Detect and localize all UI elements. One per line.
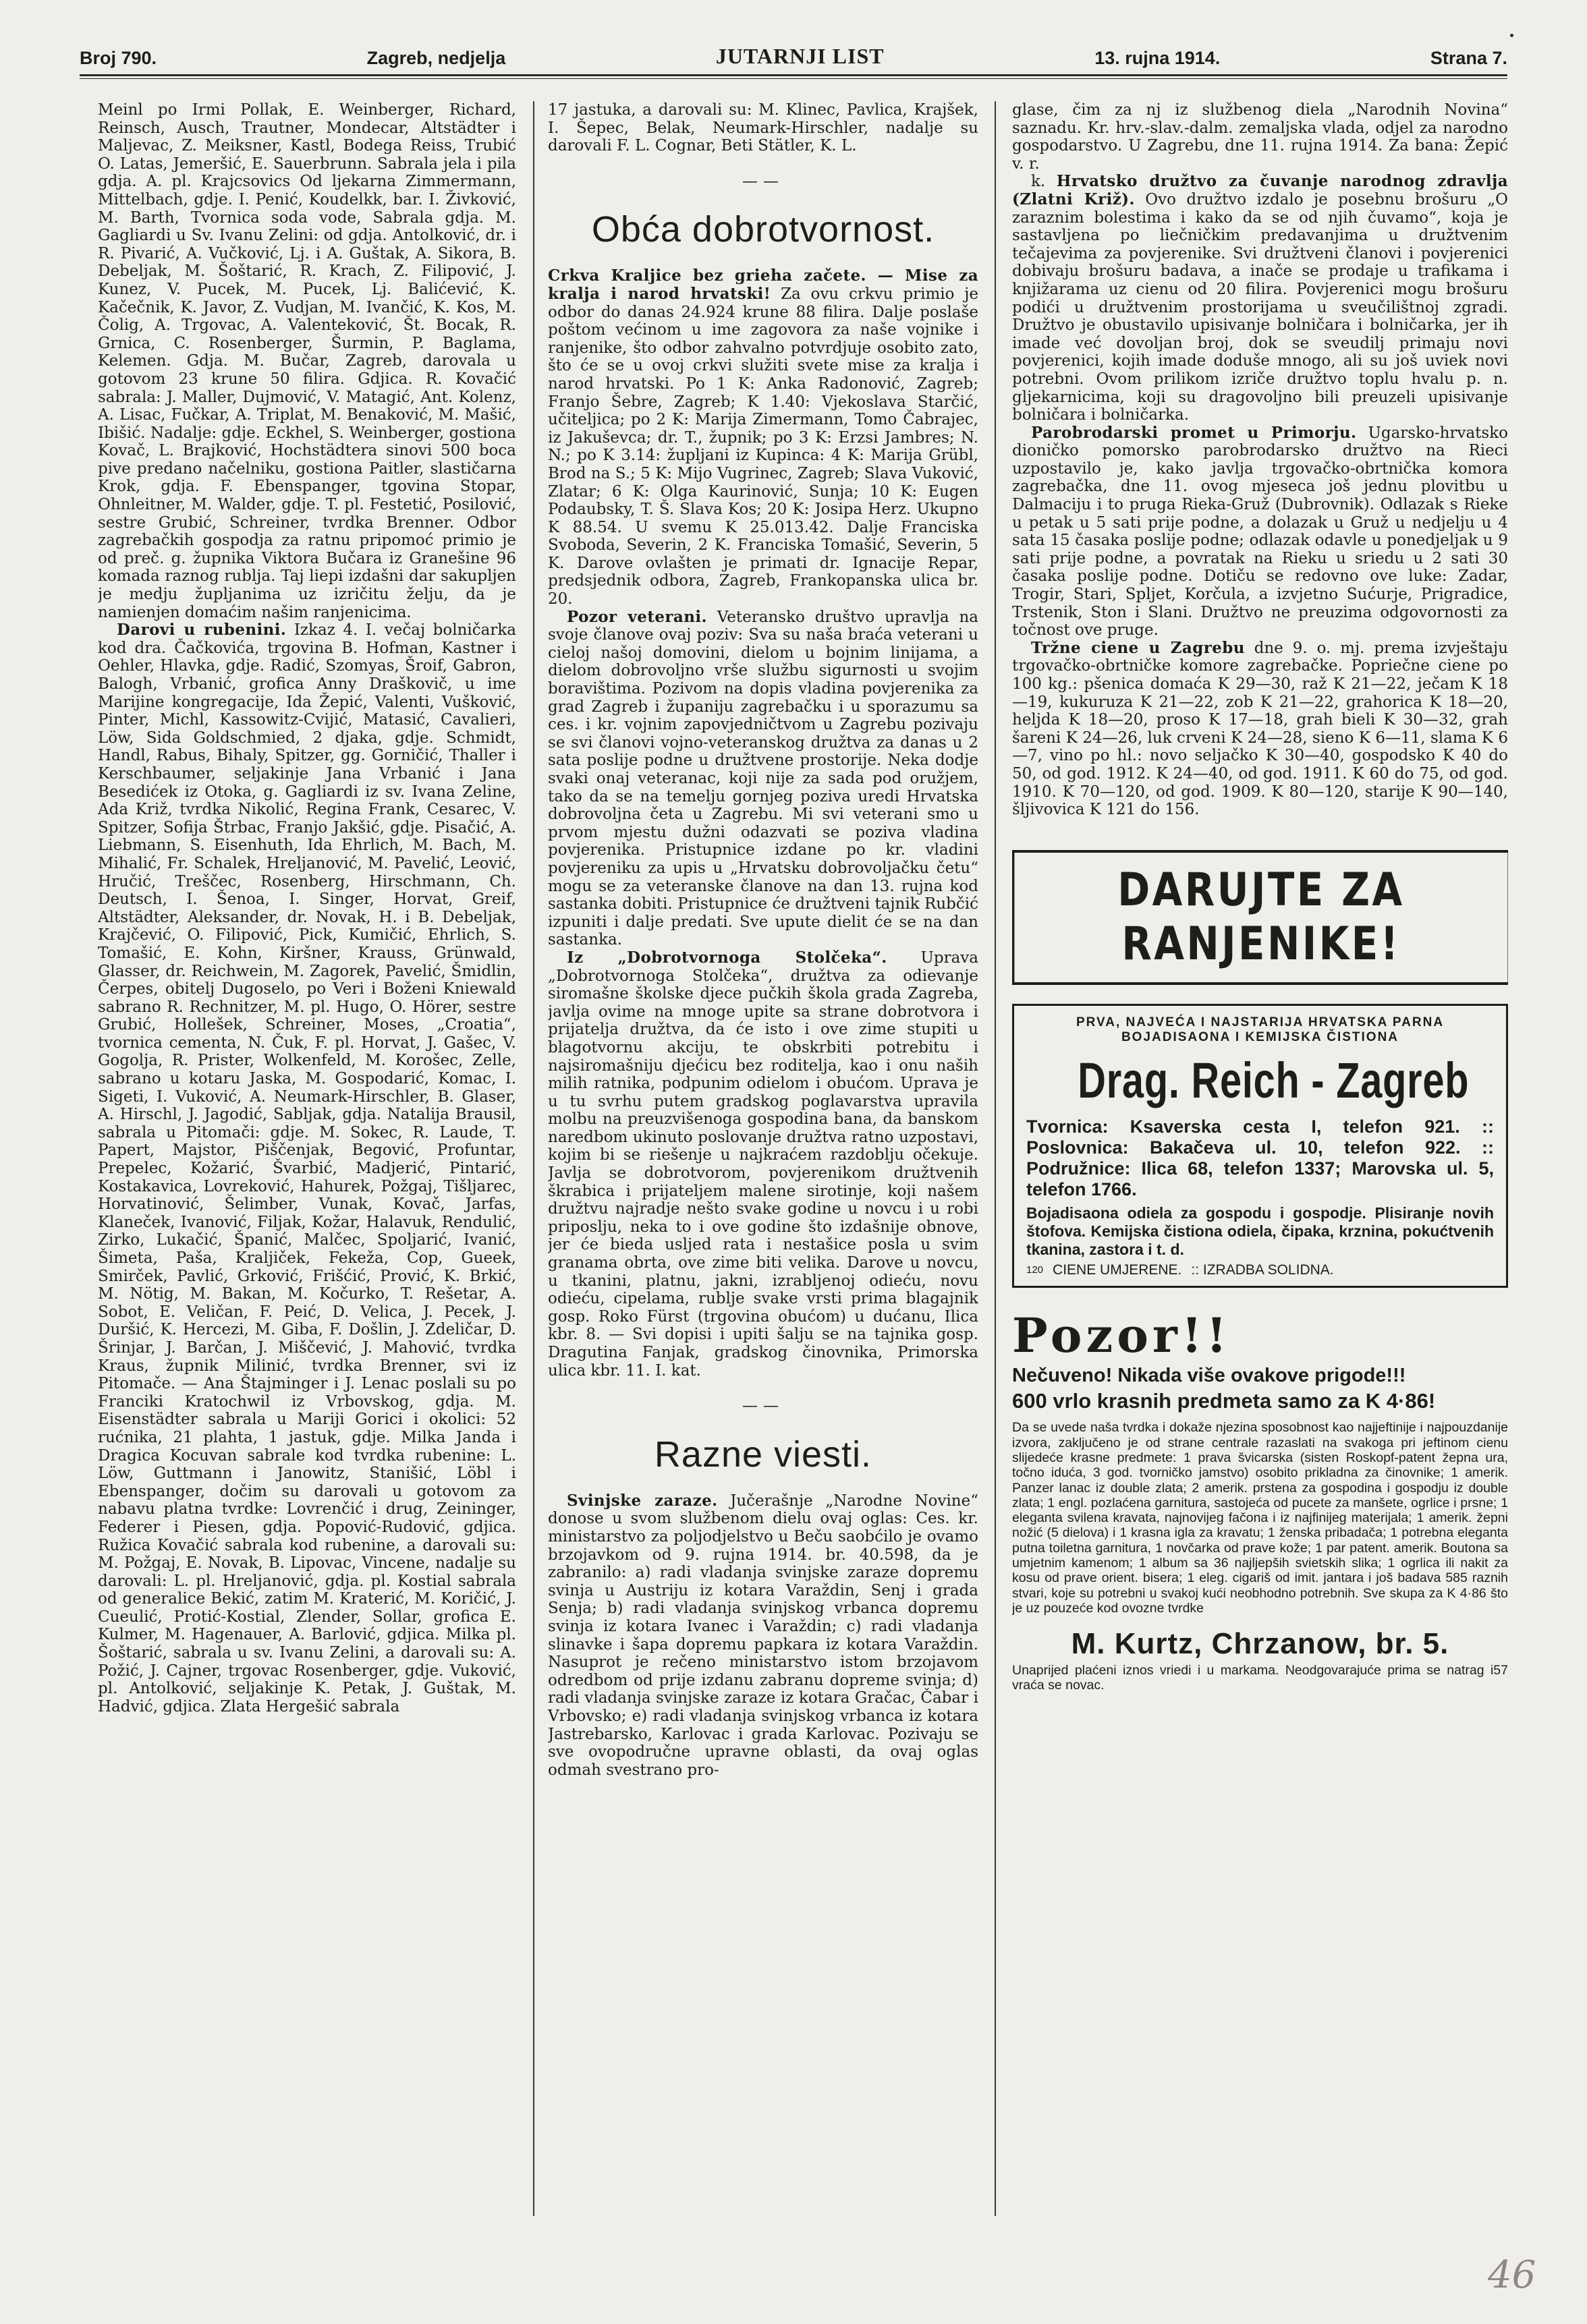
pozor-subheadline: Nečuveno! Nikada više ovakove prigode!!! <box>1012 1365 1406 1387</box>
article-body: Uprava „Dobrotvornoga Stolčeka“, družtva za odievanje siromašne školske djece pučkih škola grada Zagreba, javlja ovime na mnoge upite sa strane dobrotvora i prijatelja družtva, da će isto i ove zime stupiti u blagotvornu akciju, te obskrbiti potrebitu i najsiromašniju djećicu bez roditelja, kao i onu naših milih ratnika, podpunim odielom i obućom. Uprava je u tu svrhu putem gradskog poglavarstva upravila molbu na preuzvišenoga gospodina bana, da banskom naredbom ukinuto poslovanje družtva ratno uzpostavi, kojim bi se riešenje u najkraćem razdoblju očekuje. Javlja se dobrotvorom, povjerenikom družtvenih škrabica i prijateljem malene sirotinje, koji našem družtvu najradje nešto svake godine u novcu i u robi priposlju, neka to i ove godine što izdašnije obnove, jer će bieda usljed rata i nestašice posla u svim granama obrta, ove zime biti velika. Darove u novcu, u tkanini, platnu, jakni, izrabljenoj odieću, novu odieću, cipelama, rublje svake vrsti prima blagajnik gosp. Roko Fürst (trgovina obućom) u dućanu, Ilica kbr. 8. — Svi dopisi i upiti šalju se na tajnika gosp. Dragutina Fanjak, gradskog činovnika, Primorska ulica kbr. 11. I. kat. <box>548 948 978 1380</box>
slogan-banner: DARUJTE ZA RANJENIKE! <box>1012 850 1508 985</box>
column-3 <box>1012 101 1508 2223</box>
article-body: Izkaz 4. I. večaj bolničarka kod dra. Čačkovića, trgovina B. Hofman, Kastner i Oehler, Hlavka, gdje. Radić, Szomyas, Šroif, Gabron, Balogh, Vrbanić, grofica Anny Draškovič, u ime Marijine kongregacije, Ida Žepić, Valenti, Vušković, Pinter, Michl, Kassowitz-Cvijić, Matasić, Cavalieri, Löw, Sida Goldschmied, 2 djaka, gdje. Schmidt, Handl, Rabus, Bihaly, Spitzer, gg. Gorničić, Thaller i Kerschbaumer, seljakinje Jana Vrbanić i Jana Besedićek iz Otoka, g. Gagliardi iz sv. Ivana Zeline, Ada Križ, tvrdka Nikolić, Regina Frank, Cesarec, V. Spitzer, Sofija Štrbac, Franjo Jakšić, gdje. Pisačić, A. Liebmann, S. Eisenhuth, Ida Ehrlich, M. Bach, M. Mihalić, Fr. Schalek, Hreljanović, M. Pavelić, Leović, Hručić, Treščec, Rosenberg, Hirschmann, Ch. Deutsch, I. Šenoa, I. Singer, Horvat, Greif, Altstädter, Aleksander, dr. Novak, H. i B. Debeljak, Krajčević, O. Filipović, Pick, Kumičić, Ehrlich, S. Tomašić, E. Kohn, Kiršner, Krauss, Grünwald, Glasser, dr. Reichwein, M. Zagorek, Pavelić, Šmidlin, Čerpes, obitelj Dugoselo, po Veri i Boženi Kniewald sabrano R. Rechnitzer, M. pl. Hugo, O. Hörer, sestre Grubić, Hollešek, Schreiner, Moses, „Croatia“, tvornica cementa, N. Čuk, F. pl. Horvat, J. Gašec, V. Gogolja, R. Prister, Wolkenfeld, M. Korošec, Zelle, sabrano u kotaru Jaska, M. Gospodarić, Komac, I. Sigeti, I. Vuković, A. Neumark-Hirschler, B. Glaser, A. Hirschl, J. Jagodić, Sabljak, gdja. Natalija Brausil, sabrala u Pitomači: gdje. M. Sokec, R. Laude, T. Papert, Majstor, Piščenjak, Begović, Profuntar, Prepelec, Kožarić, Švarbić, Madjerić, Pintarić, Kostakavica, Lovreković, Hahurek, Požgaj, Tišljarec, Horvatinović, Šelimber, Vunak, Kovač, Jarfas, Klaneček, Ivanović, Filjak, Kožar, Halavuk, Rendulić, Zirko, Lukačić, Španić, Malčec, Spoljarić, Ivanić, Šimeta, Paša, Kraljiček, Fekeža, Cop, Gueek, Smirček, Pavlić, Grković, Frišćić, Prović, K. Brkić, M. Nötig, M. Bakan, M. Kočurko, T. Rešetar, A. Sobot, E. Veličan, F. Peić, D. Velica, J. Pecek, J. Duršić, K. Hercezi, M. Giba, F. Došlin, J. Zdeličar, D. Šrinjar, J. Barčan, J. Miščević, J. Mahović, tvrdka Kraus, župnik Milinić, tvrdka Brenner, svi iz Pitomače. — Ana Štajminger i J. Lenac poslali su po Franciki Kratochwil iz Vrbovskog, gdja. M. Eisenstädter sabrala u Mariji Gorici i okolici: 52 rućnika, 21 plahta, 1 jastuk, gdje. Milka Janda i Dragica Kocuvan sabrale kod tvrdka rubenine: L. Löw, Guttmann i Janowitz, Stanišić, Löbl i Ebenspanger, dočim su darovali u gotovom za nabavu platna tvrdke: Lovrenčić i drug, Zeininger, Federer i Piesen, gdja. Popović-Rudović, gdjica. Ružica Kovačić sabrala kod rubenine, a darovali su: M. Požgaj, E. Novak, B. Lipovac, Vincene, nadalje su darovali: L. pl. Hreljanović, gdja. pl. Kostial sabrala od generalice Bekić, zatim M. Kraterić, M. Koričić, J. Cueulić, Protić-Kostial, Zlender, Sollar, grofica E. Kulmer, M. Hagenauer, A. Barlović, gdjica. Milka pl. Šoštarić, sabrala u sv. Ivanu Zelini, a darovali su: A. Požić, J. Cajner, trgovac Rosenberger, gdje. Vuković, pl. Antolković, seljakinje K. Petak, J. Guštak, M. Hadvić, gdjica. Zlata Hergešić sabrala <box>98 621 516 1716</box>
article-heading: Svinjske zaraze. <box>567 1491 718 1510</box>
masthead-rule <box>80 74 1507 76</box>
article-heading: Parobrodarski promet u Primorju. <box>1031 423 1357 442</box>
reich-advertisement <box>1012 1004 1508 1288</box>
column-divider <box>995 101 996 2216</box>
pozor-headline: Pozor!! <box>1012 1307 1231 1364</box>
masthead-rule-thin <box>80 78 1507 79</box>
article-heading: Darovi u rubenini. <box>117 621 287 640</box>
ad-services: Bojadisaona odiela za gospodu i gospodje. Plisiranje novih štofova. Kemijska čistiona odiela, čipaka, krznina, pokućtvenih tkanina, zastora i t. d. <box>1026 1203 1494 1258</box>
donor-list-continued: 17 jastuka, a darovali su: M. Klinec, Pavlica, Krajšek, I. Šepec, Belak, Neumark-Hirschler, nadalje su darovali F. L. Cognar, Beti Stätler, K. L. <box>548 101 978 155</box>
page-number: Strana 7. <box>1430 48 1507 68</box>
article-crkva <box>548 267 978 608</box>
kurtz-footer <box>1012 1663 1508 1693</box>
kurtz-address: M. Kurtz, Chrzanow, br. 5. <box>1071 1627 1449 1661</box>
column-divider <box>533 101 534 2216</box>
article-body: dne 9. o. mj. prema izvještaju trgovačko-obrtničke komore zagrebačke. Popriečne ciene po 100 kg.: pšenica domaća K 29—30, raž K 21—22, ječam K 18—19, kukuruza K 21—22, zob K 21—22, grahorica K 18—20, heljda K 18—20, proso K 17—18, grah bieli K 30—32, grah šareni K 24—26, luk crveni K 24—28, sieno K 6—11, slama K 6—7, vino po hl.: novo seljačko K 30—40, gospodsko K 40 do 50, od god. 1912. K 24—40, od god. 1911. K 60 do 75, od god. 1910. K 70—120, od god. 1909. K 80—120, starije K 90—140, šljivovica K 121 do 156. <box>1012 639 1508 819</box>
article-zlatni-kriz <box>1012 173 1508 424</box>
masthead <box>80 39 1507 69</box>
column-2 <box>548 101 978 2223</box>
handwritten-page-number: 46 <box>1488 2253 1536 2297</box>
ad-tagline: PRVA, NAJVEĆA I NAJSTARIJA HRVATSKA PARNA BOJADISAONA I KEMIJSKA ČISTIONA <box>1076 1015 1445 1044</box>
paper-name: JUTARNJI LIST <box>715 44 885 68</box>
article-veterani <box>548 608 978 949</box>
ink-dot <box>1510 34 1513 37</box>
section-divider: —— <box>742 1397 784 1415</box>
article-prefix: k. <box>1031 173 1046 191</box>
ad-footer <box>1026 1262 1494 1280</box>
article-heading: Tržne ciene u Zagrebu <box>1031 638 1245 657</box>
article-body: Za ovu crkvu primio je odbor do danas 24.924 krune 88 filira. Dalje poslaše poštom većinom u ime zagovora za naše vojnike i ranjenike, što odbor zahvalno potvrdjuje osobito zato, što će se u ovoj crkvi služiti svete mise za kralja i narod hrvatski. Po 1 K: Anka Radonović, Zagreb; Franjo Šebre, Zagreb; K 1.40: Vjekoslava Starčić, učiteljica; po 2 K: Marija Zimermann, Tomo Čabrajec, iz Jakuševca; dr. T., župnik; po 3 K: Erzsi Jambres; N. N.; po K 3.14: župljani iz Kupinca: 4 K: Marija Grübl, Brod na S.; 5 K: Mijo Vugrinec, Zagreb; Slava Vuković, Zlatar; 6 K: Olga Kaurinović, Sunja; 10 K: Eugen Podaubsky, T. Š. Slava Kos; 20 K: Josipa Herz. Ukupno K 88.54. U svemu K 25.013.42. Dalje Franciska Svoboda, Severin, 2 K. Franciska Tomašić, Severin, 5 K. Darove ovlašten je primati dr. Ignacije Repar, predsjednik odbora, Zagreb, Frankopanska ulica br. 20. <box>548 285 978 608</box>
pozor-body: Da se uvede naša tvrdka i dokaže njezina sposobnost kao najjeftinije i najpouzdanije izvora, zaključeno je od strane centrale razaslati na svakoga pri jeftinom cienu slijedeće krasne predmete: 1 prava švicarska (sisten Roskopf-patent žepna ura, točno iduća, 3 god. tvorničko jamstvo) osobito prikladna za činovnike; 1 amerik. Panzer lanac iz double zlata; 2 amerik. prstena za gospodina i gospodju iz double zlata; 1 engl. pozlaćena garnitura, sastojeća od pucete za manšete, ogrlice i prsne; 1 eleganta svilena kravata, najnovijeg fačona i iz najfinijeg materijala; 1 amerik. žepni nožić (5 dielova) i 1 krasna igla za kravatu; 1 ženska pribadača; 1 potrebna eleganta putna toiletna garnitura, 1 novčarka od prave kože; 1 par patent. amerik. Boutona sa umjetnim kamenom; 1 album sa 36 najljepših svietskih slika; 1 ogrlica ili nakit za kosu od prave orient. bisera; 1 eleg. cigariš od imit. jantara i još badava 585 raznih stvari, koje su potrebni u svakoj kući neobhodno potrebnih. Sve skupa za K 4·86 što je uz pouzeće kod ovozne tvrdke <box>1012 1420 1508 1616</box>
article-continued: glase, čim za nj iz službenog diela „Narodnih Novina“ saznadu. Kr. hrv.-slav.-dalm. zemaljska vlada, odjel za narodno gospodarstvo. U Zagrebu, dne 11. rujna 1914. Za bana: Žepić v. r. <box>1012 101 1508 173</box>
article-heading: Crkva Kraljice bez grieha začete. — Mise za kralja i narod hrvatski! <box>548 266 978 303</box>
article-body: Veteransko društvo upravlja na svoje članove ovaj poziv: Sva su naša braća veterani u cieloj našoj domovini, dielom u bojnim linijama, a dielom dobrovoljno vrše službu sigurnosti u svojim boravištima. Pozivom na dopis vladina povjerenika za grad Zagreb i županiju zagrebačku i u sporazumu sa ces. i kr. vojnim zapovjedničtvom u Zagrebu pozivaju se svi članovi vojno-veteranskog družtva za danas u 2 sata poslije podne u družtvene prostorije. Neka dodje svaki onaj veteranac, koji nije za sada pod oružjem, tako da se na temelju gornjeg poziva uredi Hrvatska dobrovoljna četa u Zagrebu. Mi svi veterani smo u prvom mjestu dužni odazvati se poziva vladina povjerenika. Pristupnice izdane po kr. vladini povjereniku za upis u „Hrvatsku dobrovoljačku četu“ mogu se za veteranske članove na dan 13. rujna kod sastanka dobiti. Pristupnice će družtveni tajnik Rubčić izpuniti i dalje predati. Sve upute dielit će se na dan sastanka. <box>548 608 978 949</box>
donor-list: Meinl po Irmi Pollak, E. Weinberger, Richard, Reinsch, Ausch, Trautner, Mondecar, Altstädter i Maljevac, Z. Meiksner, Kastl, Bodega Reiss, Trubić O. Latas, Jemeršić, E. Sauerbrunn. Sabrala jela i pila gdja. A. pl. Krajcsovics Od ljekarna Zimmermann, Mittelbach, gdje. I. Penić, Koudelkk, bar. I. Živković, M. Barth, Tvornica soda vode, Sabrala gdja. M. Gagliardi u Sv. Ivanu Zelini: od gdja. Antolković, dr. i R. Pivarić, A. Vučković, Lj. i A. Guštak, A. Sikora, B. Debeljak, M. Šoštarić, R. Krach, Z. Filipović, J. Kunez, V. Pucek, M. Pucek, Lj. Balićević, K. Kačečnik, K. Javor, Z. Vudjan, M. Ivančić, K. Kos, M. Čolig, A. Trgovac, A. Valenteković, Št. Bocak, R. Grnica, C. Rosenberger, Šurmin, P. Baglama, Kelemen. Gdja. M. Bučar, Zagreb, darovala u gotovom 23 krune 50 filira. Gdjica. R. Kovačić sabrala: J. Maller, Dujmović, V. Matagić, Ant. Kolenz, A. Lisac, Fučkar, A. Triplat, M. Benaković, M. Mašić, Ibišić. Nadalje: gdje. Eckhel, S. Weinberger, gostiona Kovač, L. Brajković, Hochstädtera sinovi 500 boca pive predano načelniku, gostiona Paitler, slastičarna Krok, gdja. F. Ebenspanger, tgovina Stopar, Ohnleitner, M. Walder, gdje. T. pl. Festetić, Posilović, sestre Grubić, Schreiner, tvrdka Brenner. Odbor zagrebačkih gospodja za ratnu pripomoć primio je od preč. g. župnika Viktora Bučara iz Granešine 96 komada raznog rublja. Taj liepi izdašni dar sakupljen je medju župljanima uz izričitu želju, da je namienjen domaćim našim ranjenicima. <box>98 101 516 621</box>
column-1 <box>98 101 516 2223</box>
article-parobrod <box>1012 424 1508 640</box>
date-place: Zagreb, nedjelja <box>366 48 506 68</box>
article-heading: Iz „Dobrotvornoga Stolčeka“. <box>567 948 887 967</box>
article-darovi <box>98 621 516 1716</box>
pozor-offer: 600 vrlo krasnih predmeta samo za K 4·86! <box>1012 1389 1436 1413</box>
ad-company-name: Drag. Reich - Zagreb <box>1078 1052 1470 1108</box>
article-heading: Hrvatsko družtvo za čuvanje narodnog zdravlja (Zlatni Križ). <box>1012 172 1508 208</box>
article-heading: Pozor veterani. <box>567 607 707 626</box>
article-body: Jučerašnje „Narodne Novine“ donose u svom službenom dielu ovaj oglas: Ces. kr. ministarstvo za poljodjelstvo u Beču saobćilo je ovamo brzojavkom od 9. rujna 1914. br. 40.598, da je zabranilo: a) radi vladanja svinjske zaraze dopremu svinja u Austriju iz kotara Varaždin, Senj i grada Senja; b) radi vladanja svinjskog vrbanca dopremu svinja iz kotara Ivanec i Varaždin; c) radi vladanja slinavke i šapa dopremu papkara iz kotara Varaždin. Nasuprot je rečeno ministarstvo istom brzojavom odredbom od prije izdanu zabranu dopreme svinja; d) radi vladanja svinjske zaraze iz kotara Gračac, Čabar i Vrbovsko; e) radi vladanja svinjskog vrbanca iz kotara Jastrebarsko, Karlovac i grada Karlovac. Pozivaju se sve ovopodručne upravne oblasti, da ovaj oglas odmah svestrano pro- <box>548 1492 978 1779</box>
issue-date: 13. rujna 1914. <box>1094 48 1221 68</box>
article-body: Ovo družtvo izdalo je posebnu brošuru „O zaraznim bolestima i kako da se od njih čuvamo“, koja je sastavljena po liečničkim predavanjima u družtvenim tečajevima za povjerenike. Svi družtveni članovi i povjerenici dobivaju brošuru badava, a inače se prodaje u trafikama i knjižarama uz cienu od 20 filira. Povjerenici mogu brošuru podići u družtvenim prostorijama u sveučilištnoj zgradi. Družtvo je obustavilo upisivanje bolničara i bolničarka, jer ih imade već dovoljan broj, dok se sveudilj primaju novi povjerenici, kojih imade doduše mnogo, ali su još uviek novi potrebni. Ovom prilikom izriče družtvo toplu hvalu p. n. gljekarnicima, koji su dragovoljno bili preuzeli upisivanje bolničara i bolničarka. <box>1012 190 1508 424</box>
issue-number: Broj 790. <box>80 48 157 68</box>
kurtz-number: 57 <box>1493 1663 1508 1678</box>
article-svinjske <box>548 1492 978 1780</box>
ad-footer-prices: CIENE UMJERENE. <box>1053 1262 1182 1278</box>
section-title: Razne viesti. <box>654 1434 872 1475</box>
ad-number: 120 <box>1026 1264 1044 1276</box>
kurtz-terms: Unaprijed plaćeni iznos vriedi i u markama. Neodgovarajuće prima se natrag i vraća se novac. <box>1012 1663 1494 1693</box>
ad-addresses: Tvornica: Ksaverska cesta I, telefon 921. :: Poslovnica: Bakačeva ul. 10, telefon 922. :: Podružnice: Ilica 68, telefon 1337; Marovska ul. 5, telefon 1766. <box>1026 1116 1494 1199</box>
article-trzne-ciene <box>1012 640 1508 819</box>
article-body: Ugarsko-hrvatsko dioničko pomorsko parobrodarsko družtvo na Rieci uzpostavilo je, kako javlja trgovačko-obrtnička komora zagrebačka, dne 11. ovog mjeseca još jednu plovitbu u Dalmaciju i to pruga Rieka-Gruž (Dubrovnik). Odlazak s Rieke u petak u 5 sati prije podne, a dolazak u Gruž u nedjelju u 4 sata 15 časaka poslije podne; odlazak odavle u ponedjeljak u 9 sati prije podne, a povratak na Rieku u sriedu u 2 sati 30 časaka poslije podne. Dotiču se redovno ove luke: Zadar, Trogir, Stari, Spljet, Korčula, a izvjetno Sućurje, Prigradice, Trstenik, Ston i Slani. Družtvo ne preuzima odgovornosti za točnost ove pruge. <box>1012 424 1508 640</box>
ad-footer-quality: :: IZRADBA SOLIDNA. <box>1191 1262 1334 1278</box>
section-title: Obća dobrotvornost. <box>591 209 935 250</box>
article-stolcek <box>548 949 978 1380</box>
section-divider: —— <box>742 172 784 190</box>
